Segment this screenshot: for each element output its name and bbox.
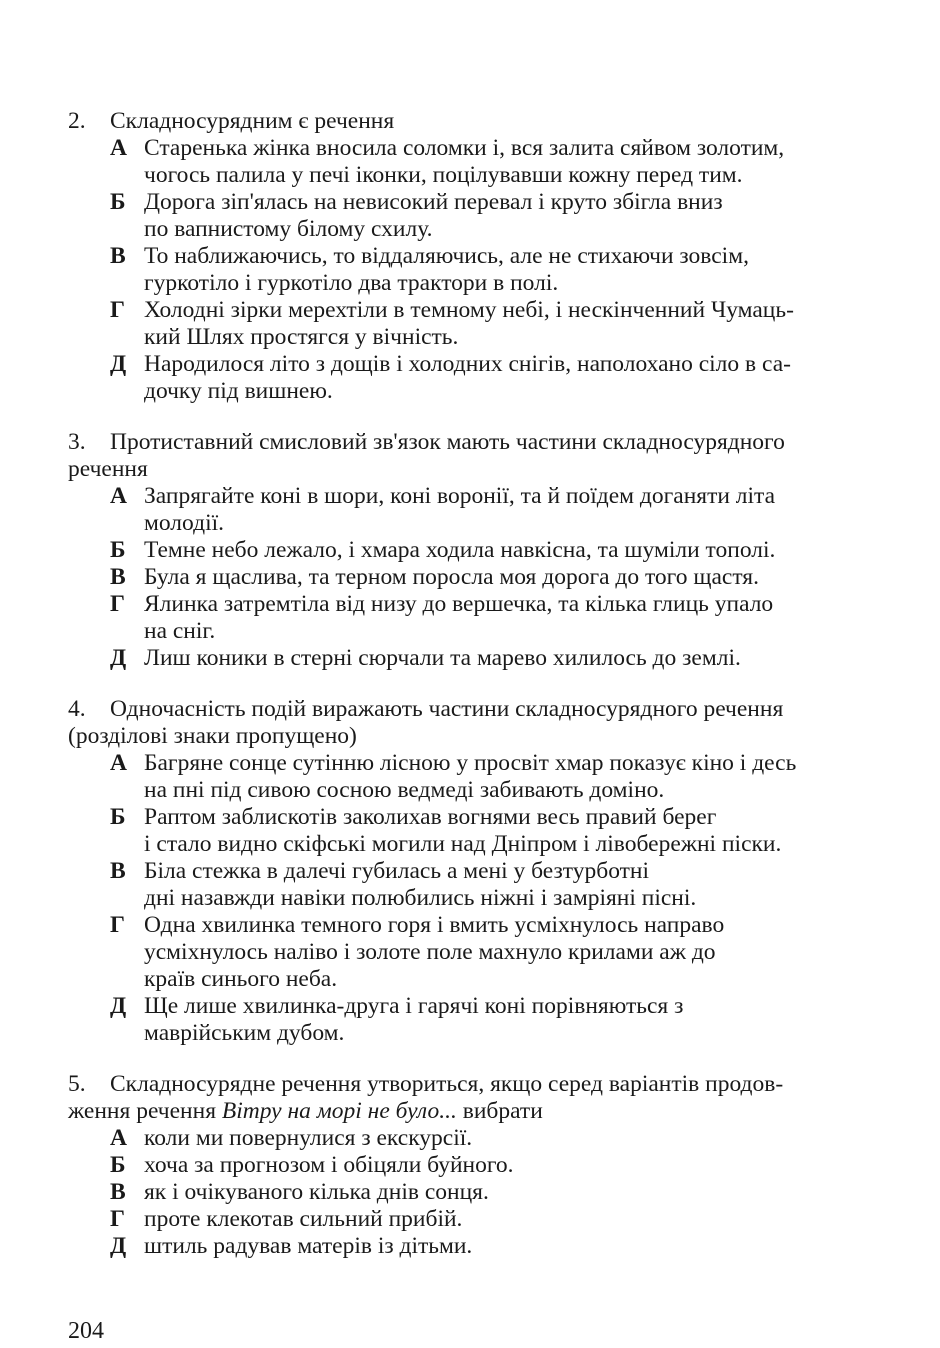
option-line: дні назавжди навіки полюбились ніжні і замріяні пісні. (144, 885, 697, 911)
option-line: Народилося літо з дощів і холодних снігів, наполохано сіло в са- (144, 351, 791, 377)
question-number: 3. (68, 429, 86, 455)
question-text: Складносурядне речення утвориться, якщо серед варіантів продов- (110, 1071, 784, 1097)
option-text: хоча за прогнозом і обіцяли буйного. (144, 1152, 514, 1178)
option-text: як і очікуваного кілька днів сонця. (144, 1179, 489, 1205)
option-text: коли ми повернулися з екскурсії. (144, 1125, 473, 1151)
answer-option-h (110, 1206, 874, 1233)
answer-option-b (110, 804, 874, 858)
option-letter: Б (110, 189, 126, 215)
question-text: (розділові знаки пропущено) (68, 723, 357, 749)
answer-option-h (110, 912, 874, 993)
option-line: маврійським дубом. (144, 1020, 345, 1046)
option-text (144, 351, 874, 405)
option-text: Лиш коники в стерні сюрчали та марево хилилось до землі. (144, 645, 741, 671)
answer-option-b (110, 1152, 874, 1179)
question-5 (68, 1071, 874, 1260)
option-line: Дорога зіп'ялась на невисокий перевал і круто збігла вниз (144, 189, 723, 215)
answer-options (110, 750, 874, 1047)
option-line: країв синього неба. (144, 966, 338, 992)
option-letter: В (110, 243, 126, 269)
option-line: Ялинка затремтіла від низу до вершечка, та кілька глиць упало (144, 591, 774, 617)
option-line: Запрягайте коні в шори, коні воронії, та й поїдем доганяти літа (144, 483, 776, 509)
answer-option-v (110, 564, 874, 591)
option-text (144, 858, 874, 912)
option-line: Багряне сонце сутінню лісною у просвіт хмар показує кіно і десь (144, 750, 797, 776)
option-text (144, 591, 874, 645)
answer-options (110, 483, 874, 672)
answer-option-d (110, 993, 874, 1047)
option-letter: А (110, 1125, 127, 1151)
answer-option-a (110, 135, 874, 189)
option-text (144, 750, 874, 804)
question-stem (68, 429, 874, 483)
option-line: Старенька жінка вносила соломки і, вся залита сяйвом золотим, (144, 135, 785, 161)
question-text: вибрати (456, 1098, 543, 1124)
option-text: Була я щаслива, та терном поросла моя дорога до того щастя. (144, 564, 759, 590)
question-number: 2. (68, 108, 86, 134)
option-letter: Б (110, 804, 126, 830)
question-stem (68, 108, 874, 135)
option-letter: Г (110, 297, 125, 323)
option-text (144, 804, 874, 858)
option-letter: Д (110, 351, 127, 377)
option-line: То наближаючись, то віддаляючись, але не стихаючи зовсім, (144, 243, 749, 269)
question-text: речення (68, 456, 148, 482)
question-3 (68, 429, 874, 672)
answer-option-a (110, 750, 874, 804)
question-text: Одночасність подій виражають частини складносурядного речення (110, 696, 784, 722)
answer-option-b (110, 537, 874, 564)
option-letter: Б (110, 537, 126, 563)
option-letter: Б (110, 1152, 126, 1178)
option-line: Біла стежка в далечі губилась а мені у безтурботні (144, 858, 650, 884)
option-line: на сніг. (144, 618, 216, 644)
option-letter: А (110, 750, 127, 776)
option-line: Ще лише хвилинка-друга і гарячі коні порівняються з (144, 993, 684, 1019)
option-text: штиль радував матерів із дітьми. (144, 1233, 473, 1259)
answer-option-d (110, 351, 874, 405)
question-stem (68, 696, 874, 750)
answer-option-a (110, 483, 874, 537)
option-line: чогось палила у печі іконки, поцілувавши кожну перед тим. (144, 162, 743, 188)
option-text (144, 483, 874, 537)
answer-option-d (110, 1233, 874, 1260)
answer-option-v (110, 858, 874, 912)
option-letter: Г (110, 912, 125, 938)
option-text (144, 297, 874, 351)
option-letter: Д (110, 1233, 127, 1259)
option-letter: В (110, 858, 126, 884)
option-letter: В (110, 564, 126, 590)
option-letter: Д (110, 645, 127, 671)
answer-option-v (110, 243, 874, 297)
option-line: молодії. (144, 510, 225, 536)
answer-option-h (110, 297, 874, 351)
question-text: Протиставний смисловий зв'язок мають частини складносурядного (110, 429, 785, 455)
question-number: 4. (68, 696, 86, 722)
answer-option-a (110, 1125, 874, 1152)
option-line: Раптом заблискотів заколихав вогнями весь правий берег (144, 804, 717, 830)
option-letter: Г (110, 1206, 125, 1232)
option-line: Холодні зірки мерехтіли в темному небі, і нескінченний Чумаць- (144, 297, 794, 323)
question-2 (68, 108, 874, 405)
answer-option-b (110, 189, 874, 243)
answer-option-h (110, 591, 874, 645)
quoted-sentence: Вітру на морі не було... (221, 1098, 457, 1124)
option-letter: Г (110, 591, 125, 617)
option-text (144, 993, 874, 1047)
page-content (68, 108, 874, 1284)
option-text (144, 135, 874, 189)
question-text: Складносурядним є речення (110, 108, 395, 134)
answer-option-v (110, 1179, 874, 1206)
question-4 (68, 696, 874, 1047)
question-stem (68, 1071, 874, 1125)
option-line: на пні під сивою сосною ведмеді забивають доміно. (144, 777, 665, 803)
answer-options (110, 135, 874, 405)
option-letter: Д (110, 993, 127, 1019)
option-text (144, 189, 874, 243)
option-letter: В (110, 1179, 126, 1205)
answer-option-d (110, 645, 874, 672)
page-number: 204 (68, 1318, 104, 1344)
answer-options (110, 1125, 874, 1260)
option-text (144, 912, 874, 993)
option-line: Одна хвилинка темного горя і вмить усміхнулось направо (144, 912, 725, 938)
option-letter: А (110, 483, 127, 509)
question-text: ження речення (68, 1098, 222, 1124)
option-line: і стало видно скіфські могили над Дніпром і лівобережні піски. (144, 831, 782, 857)
option-line: усміхнулось наліво і золоте поле махнуло крилами аж до (144, 939, 716, 965)
option-text: проте клекотав сильний прибій. (144, 1206, 463, 1232)
option-line: по вапнистому білому схилу. (144, 216, 433, 242)
option-line: дочку під вишнею. (144, 378, 333, 404)
option-text: Темне небо лежало, і хмара ходила навкісна, та шуміли тополі. (144, 537, 776, 563)
option-text (144, 243, 874, 297)
option-letter: А (110, 135, 127, 161)
question-number: 5. (68, 1071, 86, 1097)
option-line: кий Шлях простягся у вічність. (144, 324, 459, 350)
option-line: гуркотіло і гуркотіло два трактори в полі. (144, 270, 559, 296)
